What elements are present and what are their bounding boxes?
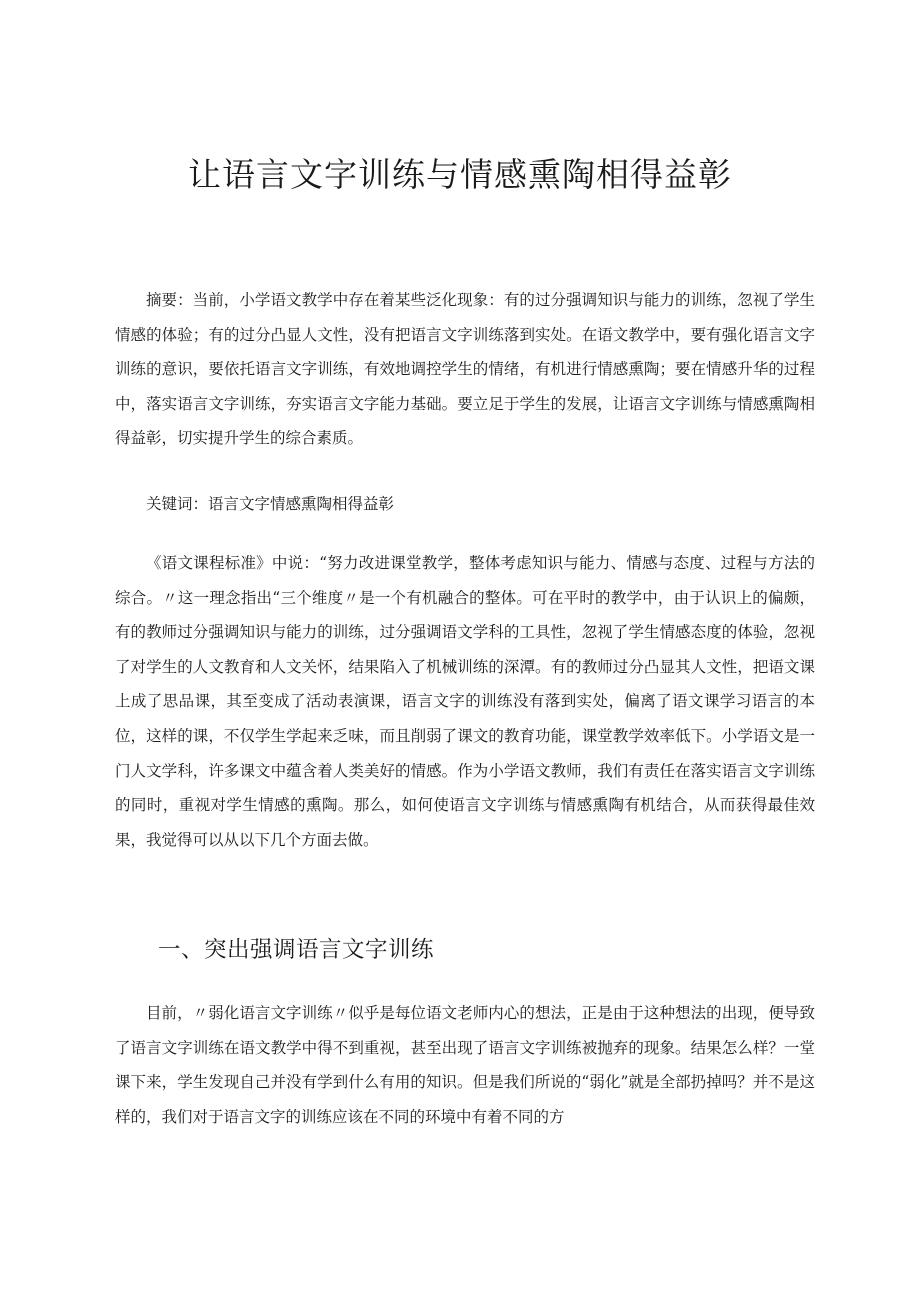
section-1-paragraph: 目前，〃弱化语言文字训练〃似乎是每位语文老师内心的想法，正是由于这种想法的出现，便导致了语言文字训练在语文教学中得不到重视，甚至出现了语言文字训练被抛弃的现象。结果怎么样？一堂课下来，学生发现自己并没有学到什么有用的知识。但是我们所说的“弱化”就是全部扔掉吗？并不是这样的，我们对于语言文字的训练应该在不同的环境中有着不同的方 [115, 1004, 815, 1126]
intro-paragraph: 《语文课程标准》中说：“努力改进课堂教学，整体考虑知识与能力、情感与态度、过程与方法的综合。〃这一理念指出“三个维度〃是一个有机融合的整体。可在平时的教学中，由于认识上的偏颇，有的教师过分强调知识与能力的训练，过分强调语文学科的工具性，忽视了学生情感态度的体验，忽视了对学生的人文教育和人文关怀，结果陷入了机械训练的深潭。有的教师过分凸显其人文性，把语文课上成了思品课，其至变成了活动表演课，语言文字的训练没有落到实处，偏离了语文课学习语言的本位，这样的课，不仅学生学起来乏味，而且削弱了课文的教育功能，课堂教学效率低下。小学语文是一门人文学科，许多课文中蕴含着人类美好的情感。作为小学语文教师，我们有责任在落实语言文字训练的同时，重视对学生情感的熏陶。那么，如何使语言文字训练与情感熏陶有机结合，从而获得最佳效果，我觉得可以从以下几个方面去做。 [115, 554, 815, 849]
keywords-line: 关键词：语言文字情感熏陶相得益彰 [146, 495, 395, 513]
abstract-paragraph: 摘要：当前，小学语文教学中存在着某些泛化现象：有的过分强调知识与能力的训练，忽视了学生情感的体验；有的过分凸显人文性，没有把语言文字训练落到实处。在语文教学中，要有强化语言文字训练的意识，要依托语言文字训练，有效地调控学生的情绪，有机进行情感熏陶；要在情感升华的过程中，落实语言文字训练，夯实语言文字能力基础。要立足于学生的发展，让语言文字训练与情感熏陶相得益彰，切实提升学生的综合素质。 [115, 291, 815, 448]
section-heading-1: 一、突出强调语言文字训练 [158, 937, 435, 963]
document-title: 让语言文字训练与情感熏陶相得益彰 [188, 155, 732, 194]
